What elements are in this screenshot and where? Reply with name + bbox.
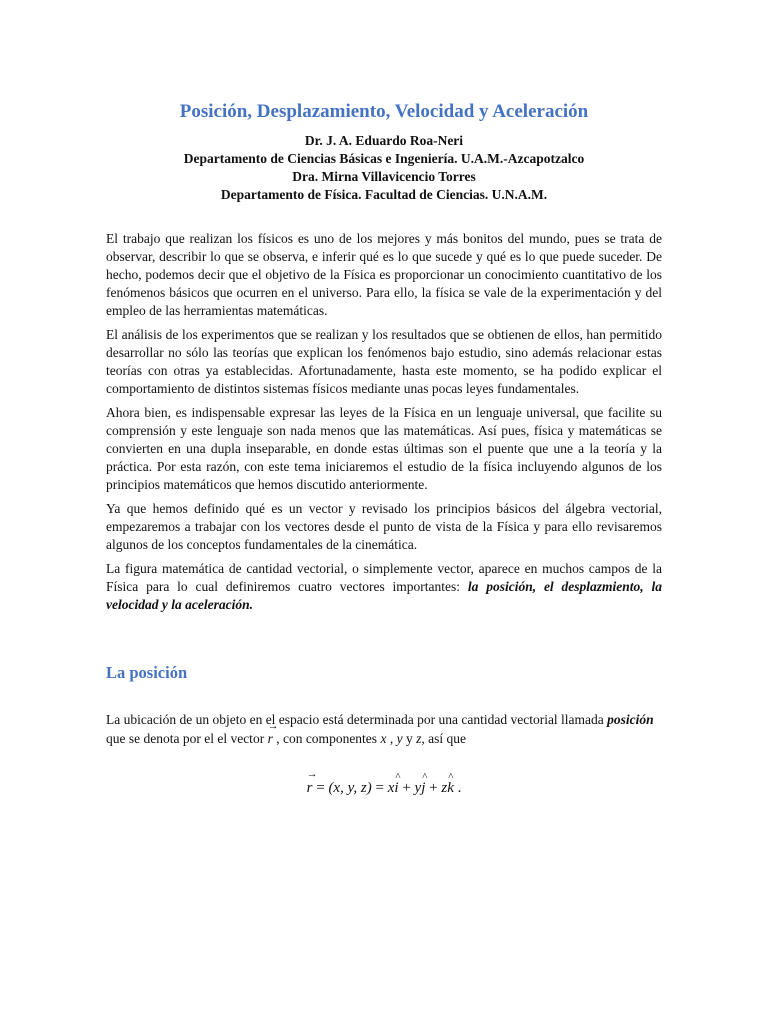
eq-operator: = [371,780,388,796]
body-text [106,230,662,614]
vector-symbol: → r [268,729,273,748]
intro-text: y [402,731,417,746]
eq-tuple: (x, y, z) [328,780,372,796]
paragraph [106,560,662,614]
intro-text: La ubicación de un objeto en el espacio está determinada por una cantidad vectorial llamada [106,712,608,727]
eq-coefficient: y [414,780,422,796]
intro-text: que se denota por el el vector [106,731,268,746]
intro-text: , [386,731,397,746]
author-line: Departamento de Ciencias Básicas e Ingeniería. U.A.M.-Azcapotzalco [183,151,585,166]
eq-unit-vector: ^ k [447,780,454,797]
position-equation [0,780,768,797]
emphasis-text: la posición, el desplazmiento, la velocidad y la aceleración. [106,579,662,612]
component-symbol: y [396,731,403,746]
intro-text: , así que [421,731,466,746]
eq-coefficient: x [387,780,395,796]
component-symbol: z [416,731,422,746]
intro-paragraph [106,710,666,748]
section-heading: La posición [106,663,188,682]
authors-block [0,132,768,204]
author-line: Departamento de Física. Facultad de Ciencias. U.N.A.M. [220,187,548,202]
eq-vector: → r [307,780,313,797]
intro-text: , con componentes [272,731,381,746]
author-line: Dr. J. A. Eduardo Roa-Neri [304,133,464,148]
paragraph: Ya que hemos definido qué es un vector y revisado los principios básicos del álgebra vectorial, empezaremos a trabajar con los vectores desde el punto de vista de la Física y para ello revisaremos algunos de los conceptos fundamentales de la cinemática. [106,501,662,552]
paragraph-text: La figura matemática de cantidad vectorial, o simplemente vector, aparece en muchos campos de la Física para lo cual definiremos cuatro vectores importantes: [106,561,662,594]
paragraph: El trabajo que realizan los físicos es uno de los mejores y más bonitos del mundo, pues se trata de observar, describir lo que se observa, e inferir qué es lo que sucede y qué es lo que puede suceder. De hecho, podemos decir que el objetivo de la Física es proporcionar un conocimiento cuantitativo de los fenómenos básicos que ocurren en el universo. Para ello, la física se vale de la experimentación y del empleo de las herramientas matemáticas. [106,231,662,318]
eq-operator: + [425,780,442,796]
component-symbol: x [380,731,387,746]
paragraph: Ahora bien, es indispensable expresar las leyes de la Física en un lenguaje universal, que facilite su comprensión y este lenguaje son nada menos que las matemáticas. Así pues, física y matemáticas se convierten en una dupla inseparable, en donde estas últimas son el puente que une a la teoría y la práctica. Por esta razón, con este tema iniciaremos el estudio de la física incluyendo algunos de los principios matemáticos que hemos discutido anteriormente. [106,405,662,492]
eq-coefficient: z [441,780,448,796]
intro-term: posición [607,712,654,727]
document-title: Posición, Desplazamiento, Velocidad y Aceleración [179,101,589,122]
eq-operator: = [312,780,329,796]
eq-unit-vector: ^ i [394,780,398,797]
eq-punctuation: . [453,780,462,796]
author-line: Dra. Mirna Villavicencio Torres [292,169,476,184]
eq-operator: + [398,780,415,796]
paragraph: El análisis de los experimentos que se realizan y los resultados que se obtienen de ellos, han permitido desarrollar no sólo las teorías que explican los fenómenos bajo estudio, sino además relacionar estas teorías con otras ya establecidas. Afortunadamente, hasta este momento, se ha podido explicar el comportamiento de distintos sistemas físicos mediante unas pocas leyes fundamentales. [106,327,662,396]
eq-unit-vector: ^ j [421,780,425,797]
